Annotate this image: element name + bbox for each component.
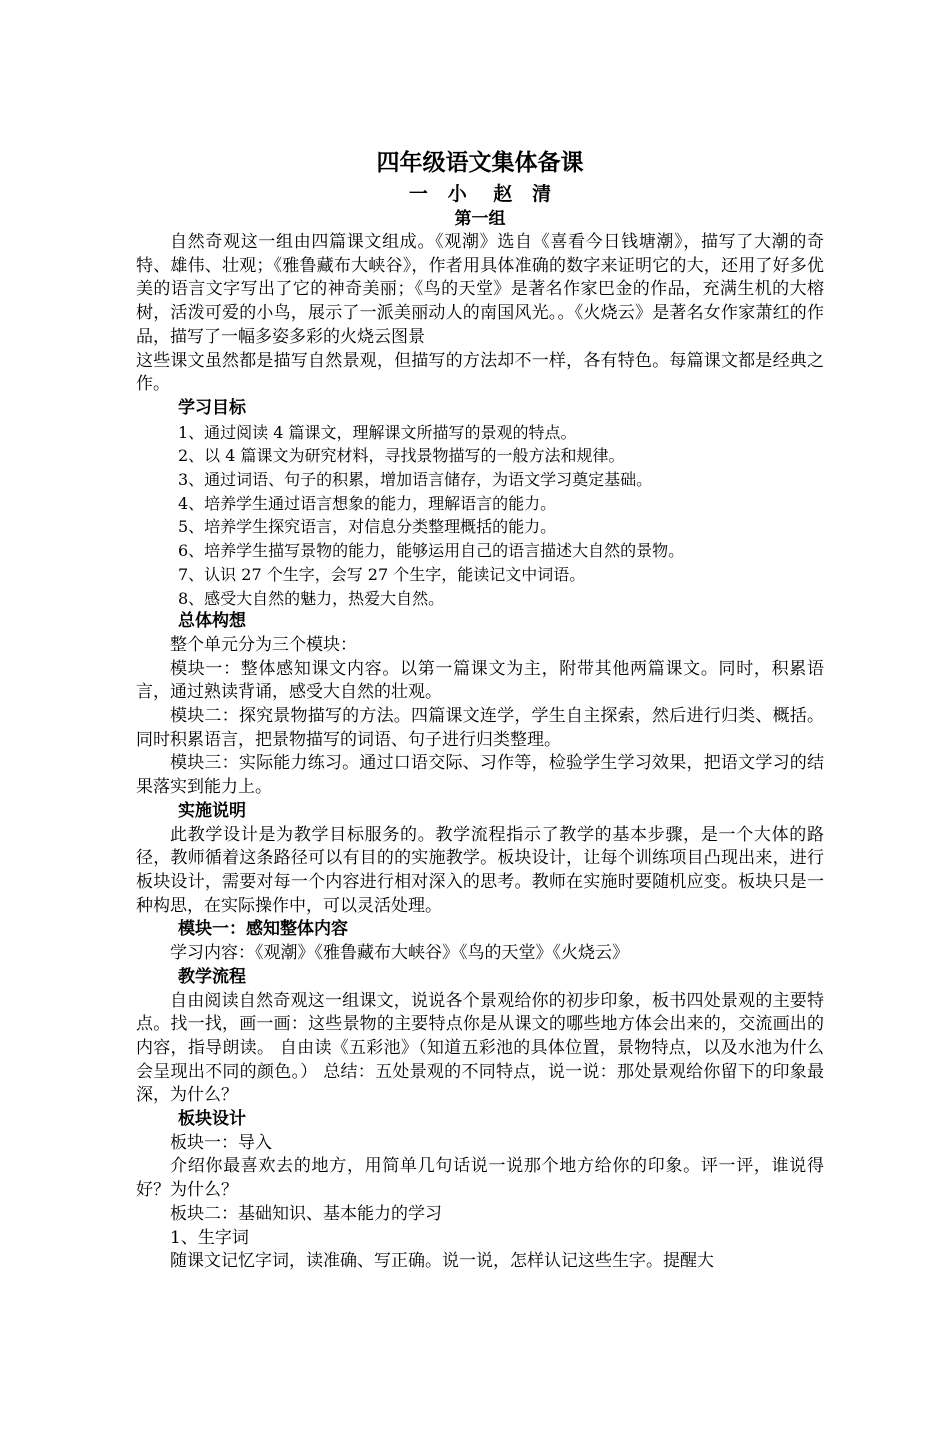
flow-heading: 教学流程 [178, 966, 246, 987]
goal-item: 8、感受大自然的魅力，热爱大自然。 [178, 588, 445, 608]
concept-paragraph-3: 模块二：探究景物描写的方法。四篇课文连学，学生自主探索，然后进行归类、概括。同时积累语言，把景物描写的词语、句子进行归类整理。 [136, 706, 824, 750]
board-2-title: 板块二：基础知识、基本能力的学习 [170, 1203, 442, 1224]
module1-content: 学习内容：《观潮》《雅鲁藏布大峡谷》《鸟的天堂》《火烧云》 [170, 943, 629, 964]
concept-paragraph-1: 整个单元分为三个模块： [170, 634, 357, 655]
document-page [136, 146, 824, 1274]
board-1-text: 介绍你最喜欢去的地方，用简单几句话说一说那个地方给你的印象。评一评，谁说得好？为什么？ [136, 1156, 824, 1201]
board-2-text: 随课文记忆字词，读准确、写正确。说一说，怎样认记这些生字。提醒大 [170, 1251, 714, 1272]
goal-item: 2、以 4 篇课文为研究材料，寻找景物描写的一般方法和规律。 [178, 446, 625, 466]
intro-paragraph-2: 这些课文虽然都是描写自然景观，但描写的方法却不一样，各有特色。每篇课文都是经典之作。 [136, 350, 824, 395]
author-line: 一 小 赵 清 [408, 183, 552, 205]
goal-item: 5、培养学生探究语言，对信息分类整理概括的能力。 [178, 517, 557, 537]
goal-item: 6、培养学生描写景物的能力，能够运用自己的语言描述大自然的景物。 [178, 541, 685, 561]
goal-item: 3、通过词语、句子的积累，增加语言储存，为语文学习奠定基础。 [178, 470, 653, 490]
module1-heading: 模块一：感知整体内容 [178, 919, 348, 940]
flow-paragraph: 自由阅读自然奇观这一组课文，说说各个景观给你的初步印象，板书四处景观的主要特点。找一找，画一画：这些景物的主要特点你是从课文的哪些地方体会出来的，交流画出的内容，指导朗读。 自由读《五彩池》（知道五彩池的具体位置，景物特点，以及水池为什么会呈现出不同的颜色。） 总结：五处景观的不同特点，说一说：那处景观给你留下的印象最深，为什么？ [136, 990, 824, 1106]
concept-heading: 总体构想 [178, 611, 246, 632]
board-2-subtitle: 1、生字词 [170, 1227, 249, 1248]
board-heading: 板块设计 [178, 1109, 246, 1130]
concept-paragraph-2: 模块一：整体感知课文内容。以第一篇课文为主，附带其他两篇课文。同时，积累语言，通过熟读背诵，感受大自然的壮观。 [136, 658, 824, 703]
goal-item: 4、培养学生通过语言想象的能力，理解语言的能力。 [178, 493, 557, 513]
goal-item: 7、认识 27 个生字，会写 27 个生字，能读记文中词语。 [178, 564, 586, 584]
goal-item: 1、通过阅读 4 篇课文，理解课文所描写的景观的特点。 [178, 422, 577, 442]
concept-paragraph-4: 模块三：实际能力练习。通过口语交际、习作等，检验学生学习效果，把语文学习的结果落实到能力上。 [136, 753, 824, 798]
group-heading: 第一组 [454, 209, 506, 229]
goals-heading: 学习目标 [178, 397, 246, 418]
board-1-title: 板块一：导入 [170, 1132, 272, 1153]
implementation-paragraph: 此教学设计是为教学目标服务的。教学流程指示了教学的基本步骤，是一个大体的路径，教师循着这条路径可以有目的的实施教学。板块设计，让每个训练项目凸现出来，进行板块设计，需要对每一个内容进行相对深入的思考。教师在实施时要随机应变。板块只是一种构思，在实际操作中，可以灵活处理。 [136, 824, 824, 916]
intro-paragraph-1: 自然奇观这一组由四篇课文组成。《观潮》选自《喜看今日钱塘潮》，描写了大潮的奇特、雄伟、壮观；《雅鲁藏布大峡谷》，作者用具体准确的数字来证明它的大，还用了好多优美的语言文字写出了它的神奇美丽；《鸟的天堂》是著名作家巴金的作品，充满生机的大榕树，活泼可爱的小鸟，展示了一派美丽动人的南国风光。。《火烧云》是著名女作家萧红的作品，描写了一幅多姿多彩的火烧云图景 [136, 232, 824, 347]
implementation-heading: 实施说明 [178, 800, 246, 821]
goals-list [136, 421, 824, 611]
document-title: 四年级语文集体备课 [376, 150, 584, 176]
